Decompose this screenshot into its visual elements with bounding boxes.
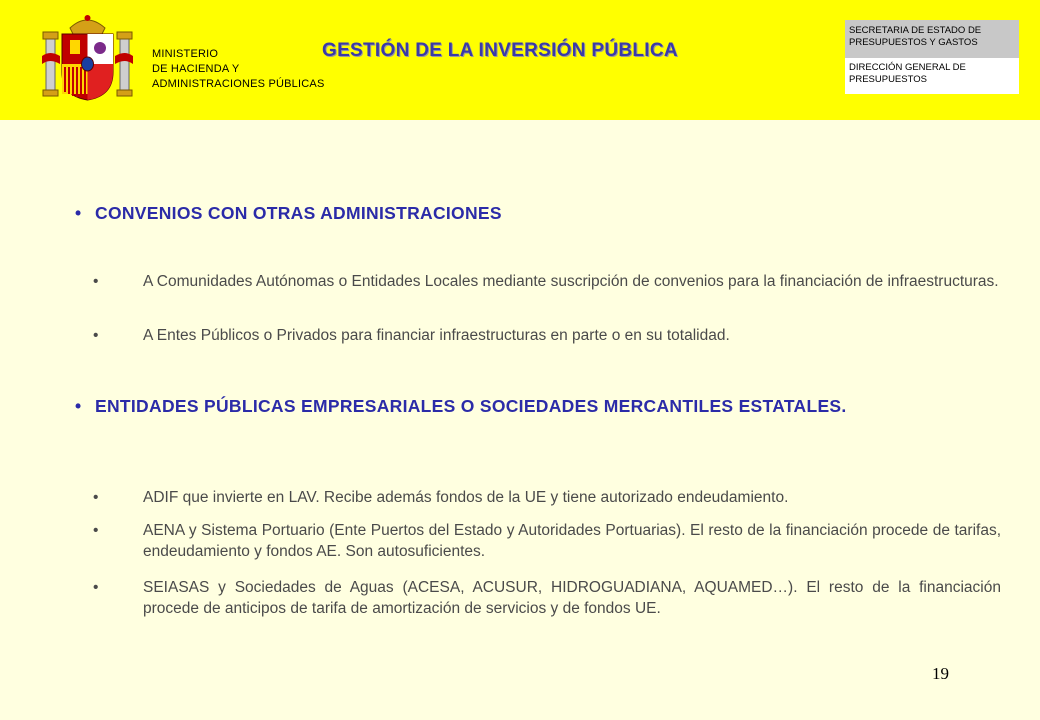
bullet-icon: • — [93, 273, 99, 290]
list-item — [93, 577, 1001, 619]
secretaria-label: SECRETARIA DE ESTADO DE PRESUPUESTOS Y GASTOS — [845, 20, 1019, 58]
ministry-line: DE HACIENDA Y — [152, 63, 240, 75]
list-item-text: ADIF que invierte en LAV. Recibe además fondos de la UE y tiene autorizado endeudamiento. — [143, 489, 789, 506]
bullet-icon: • — [93, 327, 99, 344]
ministry-line: ADMINISTRACIONES PÚBLICAS — [152, 78, 325, 90]
list-item — [93, 520, 1001, 562]
list-item — [93, 325, 1001, 346]
list-item-text: SEIASAS y Sociedades de Aguas (ACESA, ACUSUR, HIDROGUADIANA, AQUAMED…). El resto de la financiación procede de anticipos de tarifa de amortización de servicios y de fondos UE. — [143, 579, 1001, 617]
header-band — [0, 0, 1040, 120]
list-item-text: A Comunidades Autónomas o Entidades Locales mediante suscripción de convenios para la financiación de infraestructuras. — [143, 273, 999, 290]
page-title: GESTIÓN DE LA INVERSIÓN PÚBLICA — [322, 40, 678, 61]
section-heading-text: CONVENIOS CON OTRAS ADMINISTRACIONES — [95, 203, 502, 223]
bullet-icon: • — [93, 522, 99, 539]
list-item-text: A Entes Públicos o Privados para financiar infraestructuras en parte o en su totalidad. — [143, 327, 730, 344]
direccion-label: DIRECCIÓN GENERAL DE PRESUPUESTOS — [849, 62, 966, 85]
page-number: 19 — [932, 664, 949, 683]
list-item — [93, 487, 1001, 508]
list-item — [93, 271, 1001, 292]
bullet-icon: • — [93, 489, 99, 506]
ministry-line: MINISTERIO — [152, 48, 219, 60]
section-heading — [75, 393, 1000, 419]
ministry-name — [152, 47, 324, 92]
bullet-icon: • — [75, 396, 82, 416]
bullet-icon: • — [93, 579, 99, 596]
section-heading-text: ENTIDADES PÚBLICAS EMPRESARIALES O SOCIEDADES MERCANTILES ESTATALES. — [95, 396, 847, 416]
list-item-text: AENA y Sistema Portuario (Ente Puertos del Estado y Autoridades Portuarias). El resto de la financiación procede de tarifas, endeudamiento y fondos AE. Son autosuficientes. — [143, 522, 1001, 560]
bullet-icon: • — [75, 203, 82, 223]
coat-of-arms-icon — [40, 10, 135, 102]
section-heading — [75, 200, 1000, 226]
secretaria-box — [845, 20, 1019, 94]
